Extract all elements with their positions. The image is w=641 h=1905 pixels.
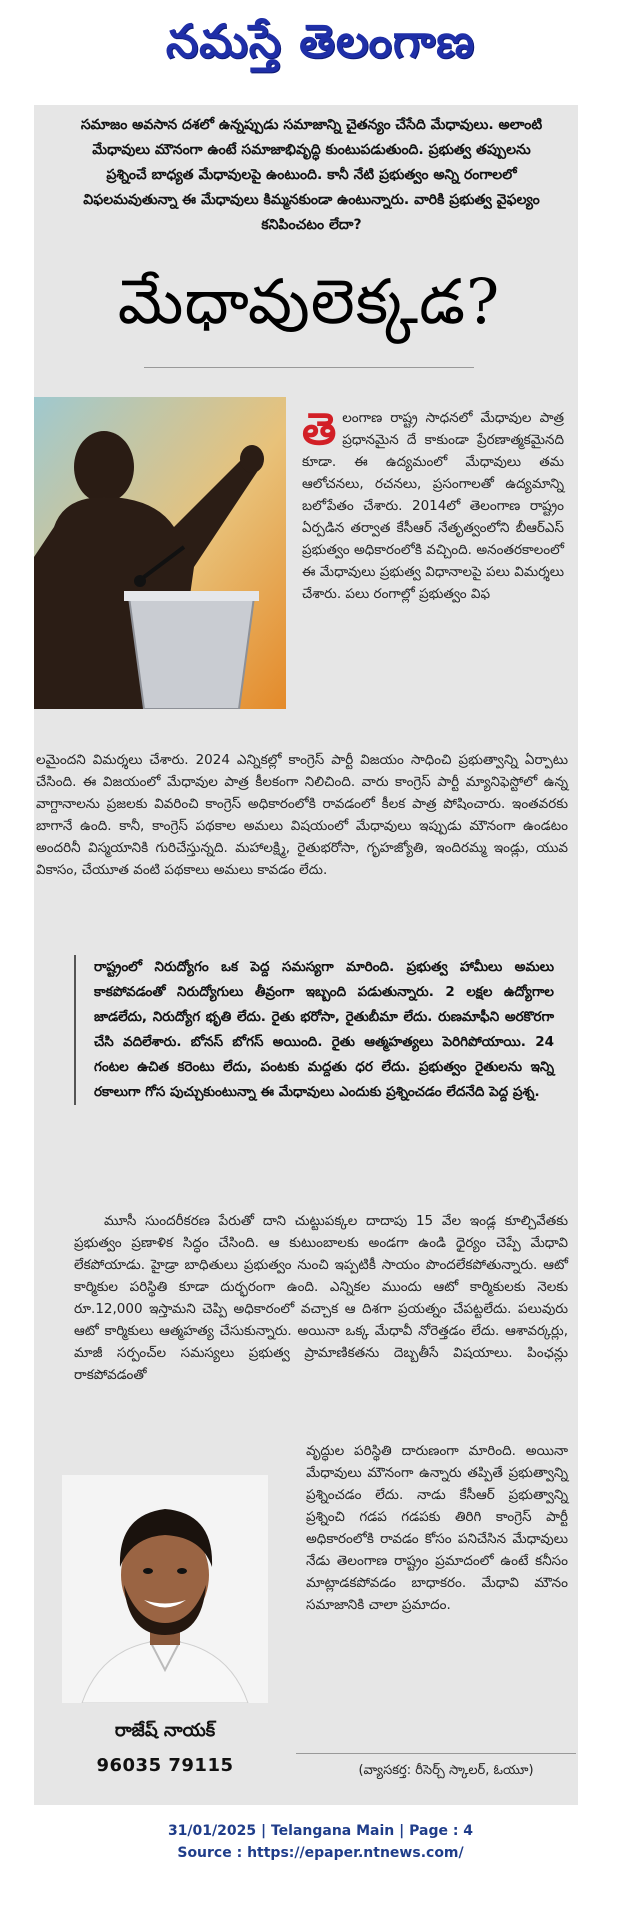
headline-divider <box>144 367 474 368</box>
newspaper-logo: నమస్తే తెలంగాణ <box>165 14 476 68</box>
article-intro: సమాజం అవసాన దశలో ఉన్నప్పుడు సమాజాన్ని చైతన్యం చేసేది మేధావులు. అలాంటి మేధావులు మౌనంగా ఉంటే సమాజాభివృద్ధి కుంటుపడుతుంది. ప్రభుత్వ తప్పులను ప్రశ్నించే బాధ్యత మేధావులపై ఉంటుంది. కానీ నేటి ప్రభుత్వం అన్ని రంగాలలో విఫలమవుతున్నా ఈ మేధావులు కిమ్మనకుండా ఉంటున్నారు. వారికి ప్రభుత్వ వైఫల్యం కనిపించటం లేదా? <box>80 117 543 233</box>
masthead <box>0 0 641 92</box>
page-footer <box>0 1820 641 1864</box>
byline-divider <box>296 1753 576 1754</box>
article-panel <box>34 105 578 1805</box>
author-photo <box>62 1475 268 1703</box>
author-name: రాజేష్ నాయక్ <box>114 1720 216 1741</box>
speaker-podium-illustration <box>34 397 286 709</box>
article-headline: మేధావులెక్కడ? <box>117 265 501 338</box>
paragraph-1-continued: లమైందని విమర్శలు చేశారు. 2024 ఎన్నికల్లో కాంగ్రెస్ పార్టీ విజయం సాధించి ప్రభుత్వాన్ని ఏర్పాటు చేసింది. ఈ విజయంలో మేధావుల పాత్ర కీలకంగా నిలిచింది. వారు కాంగ్రెస్ పార్టీ మ్యానిఫెస్టోలో ఉన్న వాగ్దానాలను ప్రజలకు వివరించి కాంగ్రెస్ అధికారంలోకి రావడంలో కీలక పాత్ర పోషించారు. ఇంతవరకు బాగానే ఉంది. కానీ, కాంగ్రెస్ పథకాల అమలు విషయంలో మేధావులు ఇప్పుడు మౌనంగా ఉండటం అందరినీ విస్మయానికి గురిచేస్తున్నది. మహాలక్ష్మి, రైతుభరోసా, గృహజ్యోతి, ఇందిరమ్మ ఇండ్లు, యువ వికాసం, చేయూత వంటి పథకాలు అమలు కావడం లేదు. <box>36 752 568 878</box>
author-phone: 96035 79115 <box>96 1755 234 1776</box>
footer-source-link[interactable]: Source : https://epaper.ntnews.com/ <box>177 1845 464 1861</box>
paragraph-2 <box>74 1210 568 1386</box>
paragraph-2-text: మూసీ సుందరీకరణ పేరుతో దాని చుట్టుపక్కల దాదాపు 15 వేల ఇండ్ల కూల్చివేతకు ప్రభుత్వం ప్రణాళిక సిద్ధం చేసింది. ఆ కుటుంబాలకు అండగా ఉండి ధైర్యం చెప్పే మేధావి లేకపోయాడు. హైడ్రా బాధితులు ప్రభుత్వం నుంచి ఇప్పటికీ సాయం పొందలేకపోతున్నారు. ఆటో కార్మికుల పరిస్థితి కూడా దుర్భరంగా ఉంది. ఎన్నికల ముందు ఆటో కార్మికులకు నెలకు రూ.12,000 ఇస్తామని చెప్పి అధికారంలో వచ్చాక ఆ దిశగా ప్రయత్నం చేపట్టలేదు. పలువురు ఆటో కార్మికులు ఆత్మహత్య చేసుకున్నారు. అయినా ఒక్క మేధావీ నోరెత్తడం లేదు. ఆశావర్కర్లు, మాజీ సర్పంచ్‌ల సమస్యలు ప్రభుత్వ ప్రామాణికతను దెబ్బతీసే విషయాలు. పింఛన్లు రాకపోవడంతో <box>74 1213 568 1383</box>
pull-quote: రాష్ట్రంలో నిరుద్యోగం ఒక పెద్ద సమస్యగా మారింది. ప్రభుత్వ హామీలు అమలు కాకపోవడంతో నిరుద్యోగులు తీవ్రంగా ఇబ్బంది పడుతున్నారు. 2 లక్షల ఉద్యోగాల జాడలేదు, నిరుద్యోగ భృతి లేదు. రైతు భరోసా, రైతుబీమా లేదు. రుణమాఫీని అరకొరగా చేసి వదిలేశారు. బోనస్ బోగస్ అయింది. రైతు ఆత్మహత్యలు పెరిగిపోయాయి. 24 గంటల ఉచిత కరెంటు లేదు, పంటకు మద్దతు ధర లేదు. ప్రభుత్వం రైతులను ఇన్ని రకాలుగా గోస పుచ్చుకుంటున్నా ఈ మేధావులు ఎందుకు ప్రశ్నించడం లేదనేది పెద్ద ప్రశ్న. <box>74 955 554 1105</box>
paragraph-1-top: లంగాణ రాష్ట్ర సాధనలో మేధావుల పాత్ర ప్రధానమైన దే కాకుండా ప్రేరణాత్మకమైనది కూడా. ఈ ఉద్యమంలో మేధావులు తమ ఆలోచనలు, రచనలు, ప్రసంగాలతో ఉద్యమాన్ని బలోపేతం చేశారు. 2014లో తెలంగాణ రాష్ట్రం ఏర్పడిన తర్వాత కేసీఆర్ నేతృత్వంలోని బీఆర్ఎస్ ప్రభుత్వం అధికారంలోకి వచ్చింది. అనంతరకాలంలో ఈ మేధావులు ప్రభుత్వ విధానాలపై పలు విమర్శలు చేశారు. పలు రంగాల్లో ప్రభుత్వం విఫ <box>302 410 564 602</box>
footer-date-page: 31/01/2025 | Telangana Main | Page : 4 <box>167 1823 474 1839</box>
author-credentials: (వ్యాసకర్త: రీసెర్చ్ స్కాలర్, ఓయూ) <box>358 1763 534 1778</box>
paragraph-2-continued: వృద్ధుల పరిస్థితి దారుణంగా మారింది. అయినా మేధావులు మౌనంగా ఉన్నారు తప్పితే ప్రభుత్వాన్ని ప్రశ్నించడం లేదు. నాడు కేసీఆర్ ప్రభుత్వాన్ని ప్రశ్నించి గడప గడపకు తిరిగి కాంగ్రెస్ పార్టీ అధికారంలోకి రావడం కోసం పనిచేసిన మేధావులు నేడు తెలంగాణ రాష్ట్రం ప్రమాదంలో ఉంటే కనీసం మాట్లాడకపోవడం బాధాకరం. మేధావి మౌనం సమాజానికి చాలా ప్రమాదం. <box>306 1443 568 1613</box>
drop-cap: తె <box>302 404 337 455</box>
article-column-right-1 <box>302 404 564 605</box>
